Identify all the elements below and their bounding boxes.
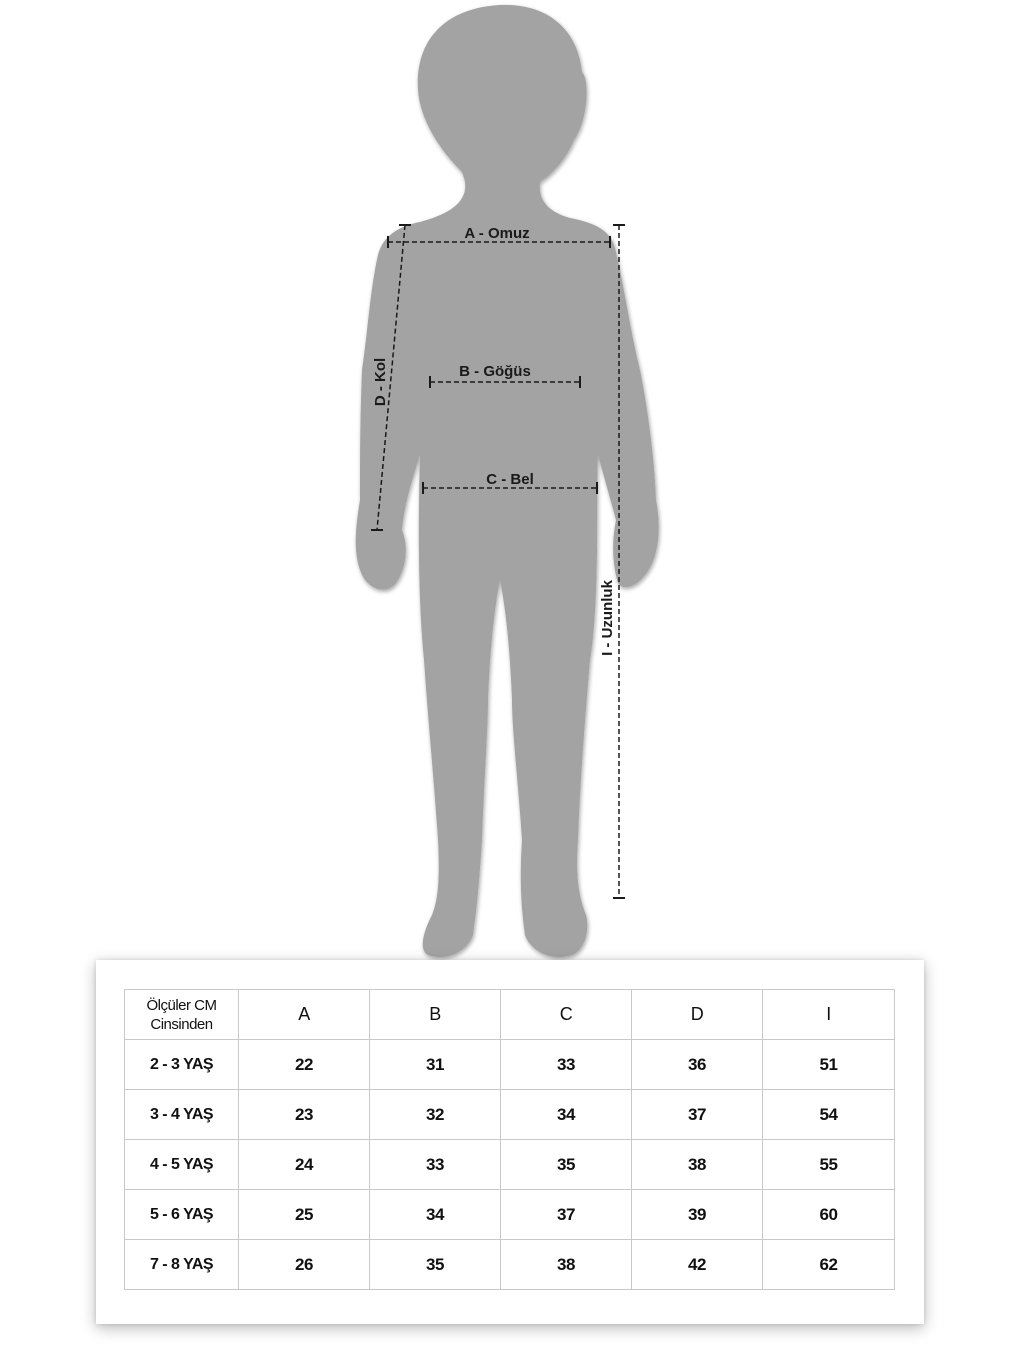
column-header-c: C	[501, 990, 632, 1040]
row-label: 3 - 4 YAŞ	[125, 1090, 239, 1140]
size-table-card	[96, 960, 924, 1324]
table-cell: 39	[632, 1190, 763, 1240]
table-cell: 31	[370, 1040, 501, 1090]
table-cell: 23	[239, 1090, 370, 1140]
table-cell: 38	[501, 1240, 632, 1290]
row-label: 7 - 8 YAŞ	[125, 1240, 239, 1290]
column-header-d: D	[632, 990, 763, 1040]
table-row	[125, 1190, 895, 1240]
column-header-b: B	[370, 990, 501, 1040]
shoulder-label: A - Omuz	[464, 225, 530, 242]
table-cell: 24	[239, 1140, 370, 1190]
table-cell: 51	[763, 1040, 895, 1090]
row-label: 4 - 5 YAŞ	[125, 1140, 239, 1190]
column-header-a: A	[239, 990, 370, 1040]
table-cell: 62	[763, 1240, 895, 1290]
column-header-i: I	[763, 990, 895, 1040]
table-cell: 34	[501, 1090, 632, 1140]
table-cell: 42	[632, 1240, 763, 1290]
length-label: I - Uzunluk	[599, 580, 616, 656]
table-cell: 35	[370, 1240, 501, 1290]
table-cell: 54	[763, 1090, 895, 1140]
table-cell: 33	[370, 1140, 501, 1190]
table-cell: 22	[239, 1040, 370, 1090]
table-cell: 36	[632, 1040, 763, 1090]
sleeve-label: D - Kol	[372, 357, 389, 407]
table-row	[125, 1140, 895, 1190]
chest-label: B - Göğüs	[459, 363, 531, 380]
table-cell: 34	[370, 1190, 501, 1240]
table-cell: 60	[763, 1190, 895, 1240]
waist-label: C - Bel	[486, 471, 534, 488]
table-row	[125, 1040, 895, 1090]
table-header-row	[125, 990, 895, 1040]
table-cell: 26	[239, 1240, 370, 1290]
corner-line-2: Cinsinden	[150, 1015, 213, 1033]
table-cell: 33	[501, 1040, 632, 1090]
table-cell: 35	[501, 1140, 632, 1190]
table-corner-cell	[125, 990, 239, 1040]
table-cell: 25	[239, 1190, 370, 1240]
corner-line-1: Ölçüler CM	[146, 996, 217, 1014]
table-row	[125, 1240, 895, 1290]
table-row	[125, 1090, 895, 1140]
table-cell: 37	[501, 1190, 632, 1240]
table-cell: 32	[370, 1090, 501, 1140]
table-cell: 38	[632, 1140, 763, 1190]
size-table	[124, 989, 895, 1290]
row-label: 2 - 3 YAŞ	[125, 1040, 239, 1090]
row-label: 5 - 6 YAŞ	[125, 1190, 239, 1240]
table-cell: 37	[632, 1090, 763, 1140]
table-cell: 55	[763, 1140, 895, 1190]
